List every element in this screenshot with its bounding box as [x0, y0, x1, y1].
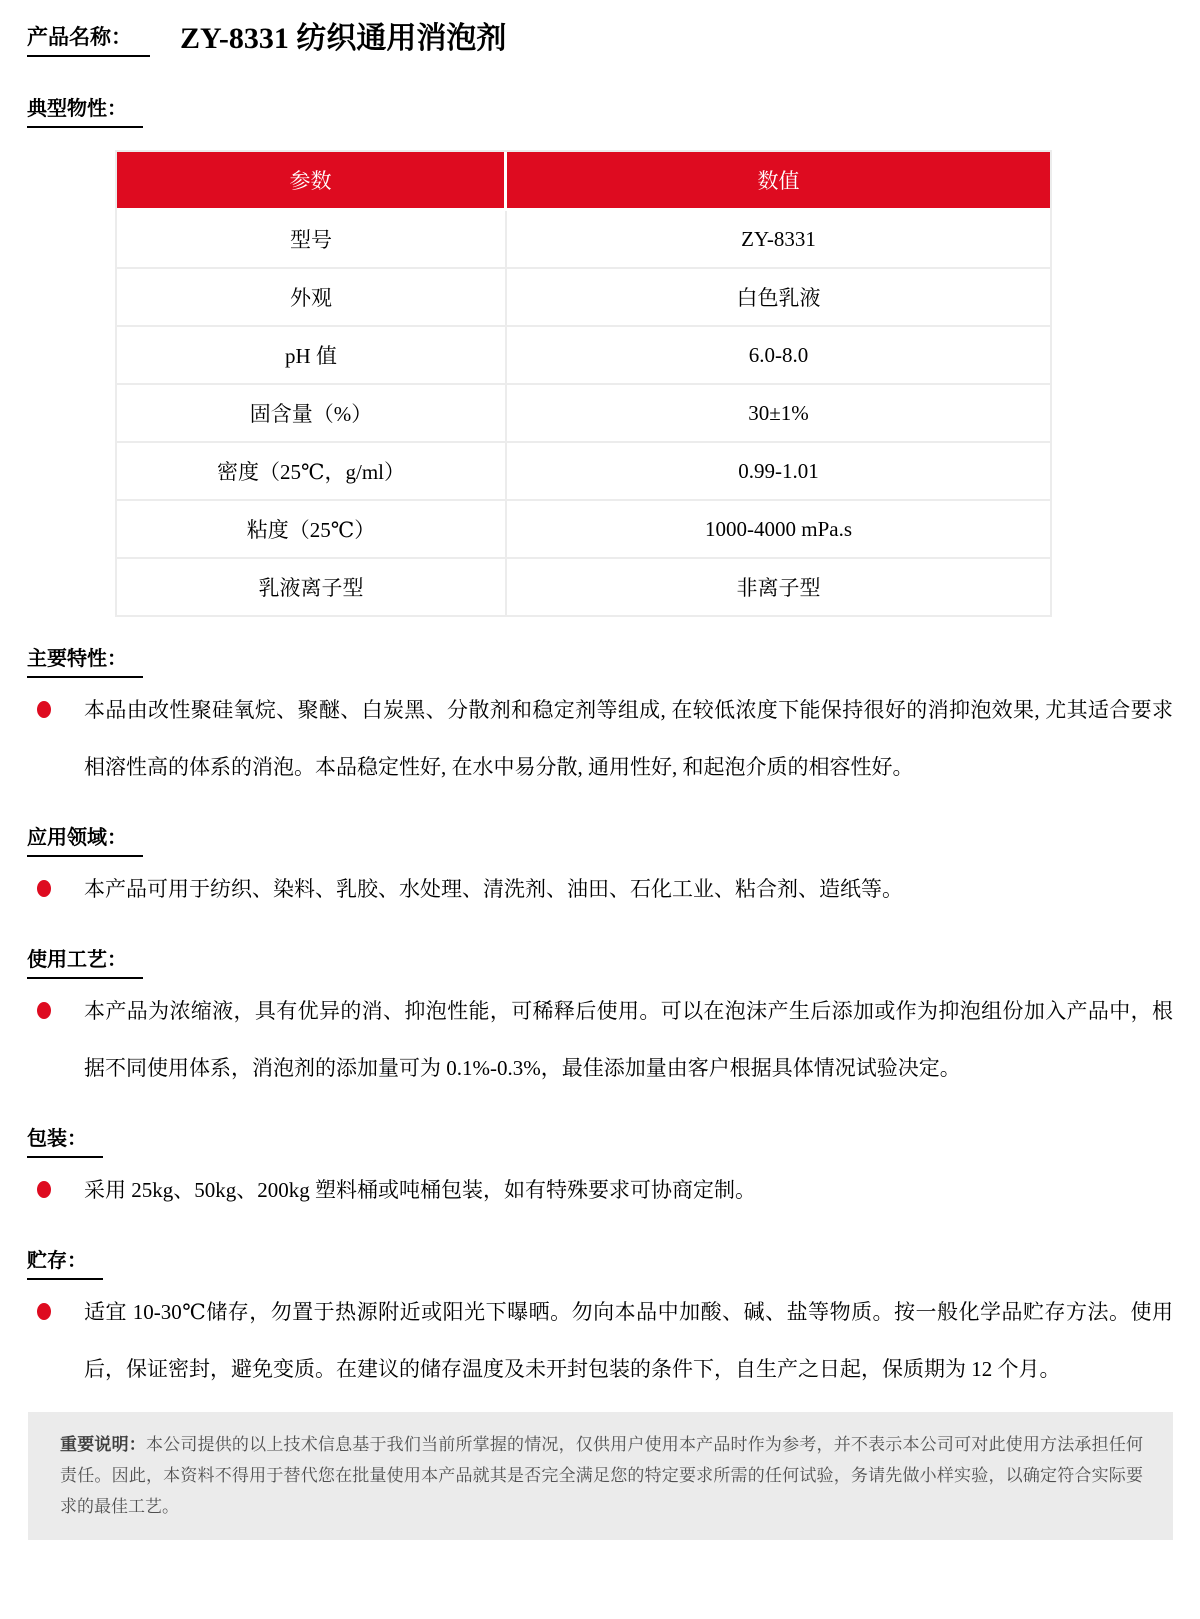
- value-cell: 6.0-8.0: [748, 342, 809, 367]
- section-heading-packaging: 包装：: [27, 1127, 103, 1158]
- packaging-text: 采用 25kg、50kg、200kg 塑料桶或吨桶包装，如有特殊要求可协商定制。: [84, 1178, 756, 1202]
- bullet-dot-icon: [37, 880, 51, 897]
- title-row: [27, 22, 1173, 57]
- table-row: [117, 211, 1050, 267]
- param-cell: 外观: [117, 269, 507, 325]
- disclaimer-box: [28, 1412, 1173, 1540]
- section-storage: [27, 1249, 1173, 1280]
- section-heading-features: 主要特性：: [27, 647, 143, 678]
- disclaimer-text: 本公司提供的以上技术信息基于我们当前所掌握的情况，仅供用户使用本产品时作为参考，并不表示本公司可对此使用方法承担任何责任。因此，本资料不得用于替代您在批量使用本产品就其是否完全满足您的特定要求所需的任何试验，务请先做小样实验，以确定符合实际要求的最佳工艺。: [60, 1435, 1143, 1516]
- table-row: [117, 557, 1050, 615]
- table-row: [117, 267, 1050, 325]
- storage-bullet: [27, 1284, 1173, 1398]
- table-body: [117, 211, 1050, 615]
- value-cell: ZY-8331: [741, 226, 816, 251]
- bullet-dot-icon: [37, 1181, 51, 1198]
- table-header-row: [117, 152, 1050, 211]
- section-heading-applications: 应用领域：: [27, 826, 143, 857]
- packaging-bullet: [27, 1162, 1173, 1219]
- value-cell: 白色乳液: [736, 286, 821, 310]
- param-cell: pH 值: [117, 327, 507, 383]
- properties-table: [115, 150, 1052, 617]
- value-cell: 0.99-1.01: [738, 458, 819, 483]
- section-properties: [27, 97, 1173, 128]
- param-cell: 粘度（25℃）: [117, 501, 507, 557]
- disclaimer-label: 重要说明：: [60, 1435, 146, 1454]
- param-cell: 密度（25℃，g/ml）: [117, 443, 507, 499]
- usage-text: 本产品为浓缩液，具有优异的消、抑泡性能，可稀释后使用。可以在泡沫产生后添加或作为抑泡组份加入产品中，根据不同使用体系，消泡剂的添加量可为 0.1%-0.3%，最佳添加量由客户根据具体情况试验决定。: [84, 999, 1173, 1080]
- param-cell: 固含量（%）: [117, 385, 507, 441]
- param-cell: 型号: [117, 211, 507, 267]
- section-heading-storage: 贮存：: [27, 1249, 103, 1280]
- section-usage: [27, 948, 1173, 979]
- product-name-label: 产品名称：: [27, 25, 150, 57]
- value-cell: 1000-4000 mPa.s: [705, 516, 852, 541]
- value-cell: 非离子型: [736, 576, 821, 600]
- bullet-dot-icon: [37, 701, 51, 718]
- table-row: [117, 499, 1050, 557]
- applications-text: 本产品可用于纺织、染料、乳胶、水处理、清洗剂、油田、石化工业、粘合剂、造纸等。: [84, 877, 903, 901]
- section-applications: [27, 826, 1173, 857]
- section-heading-properties: 典型物性：: [27, 97, 143, 128]
- param-cell: 乳液离子型: [117, 559, 507, 615]
- features-bullet: [27, 682, 1173, 796]
- usage-bullet: [27, 983, 1173, 1097]
- features-text: 本品由改性聚硅氧烷、聚醚、白炭黑、分散剂和稳定剂等组成, 在较低浓度下能保持很好的消抑泡效果, 尤其适合要求相溶性高的体系的消泡。本品稳定性好, 在水中易分散, 通用性好, 和起泡介质的相容性好。: [84, 698, 1173, 779]
- table-header-param: 参数: [117, 152, 507, 208]
- section-heading-usage: 使用工艺：: [27, 948, 143, 979]
- table-row: [117, 383, 1050, 441]
- table-row: [117, 325, 1050, 383]
- section-packaging: [27, 1127, 1173, 1158]
- value-cell: 30±1%: [748, 400, 809, 425]
- table-header-value: 数值: [507, 152, 1050, 208]
- storage-text: 适宜 10-30℃储存，勿置于热源附近或阳光下曝晒。勿向本品中加酸、碱、盐等物质。按一般化学品贮存方法。使用后，保证密封，避免变质。在建议的储存温度及未开封包装的条件下，自生产之日起，保质期为 12 个月。: [84, 1300, 1173, 1381]
- bullet-dot-icon: [37, 1303, 51, 1320]
- section-features: [27, 647, 1173, 678]
- bullet-dot-icon: [37, 1002, 51, 1019]
- page-title: ZY-8331 纺织通用消泡剂: [180, 22, 507, 55]
- applications-bullet: [27, 861, 1173, 918]
- table-row: [117, 441, 1050, 499]
